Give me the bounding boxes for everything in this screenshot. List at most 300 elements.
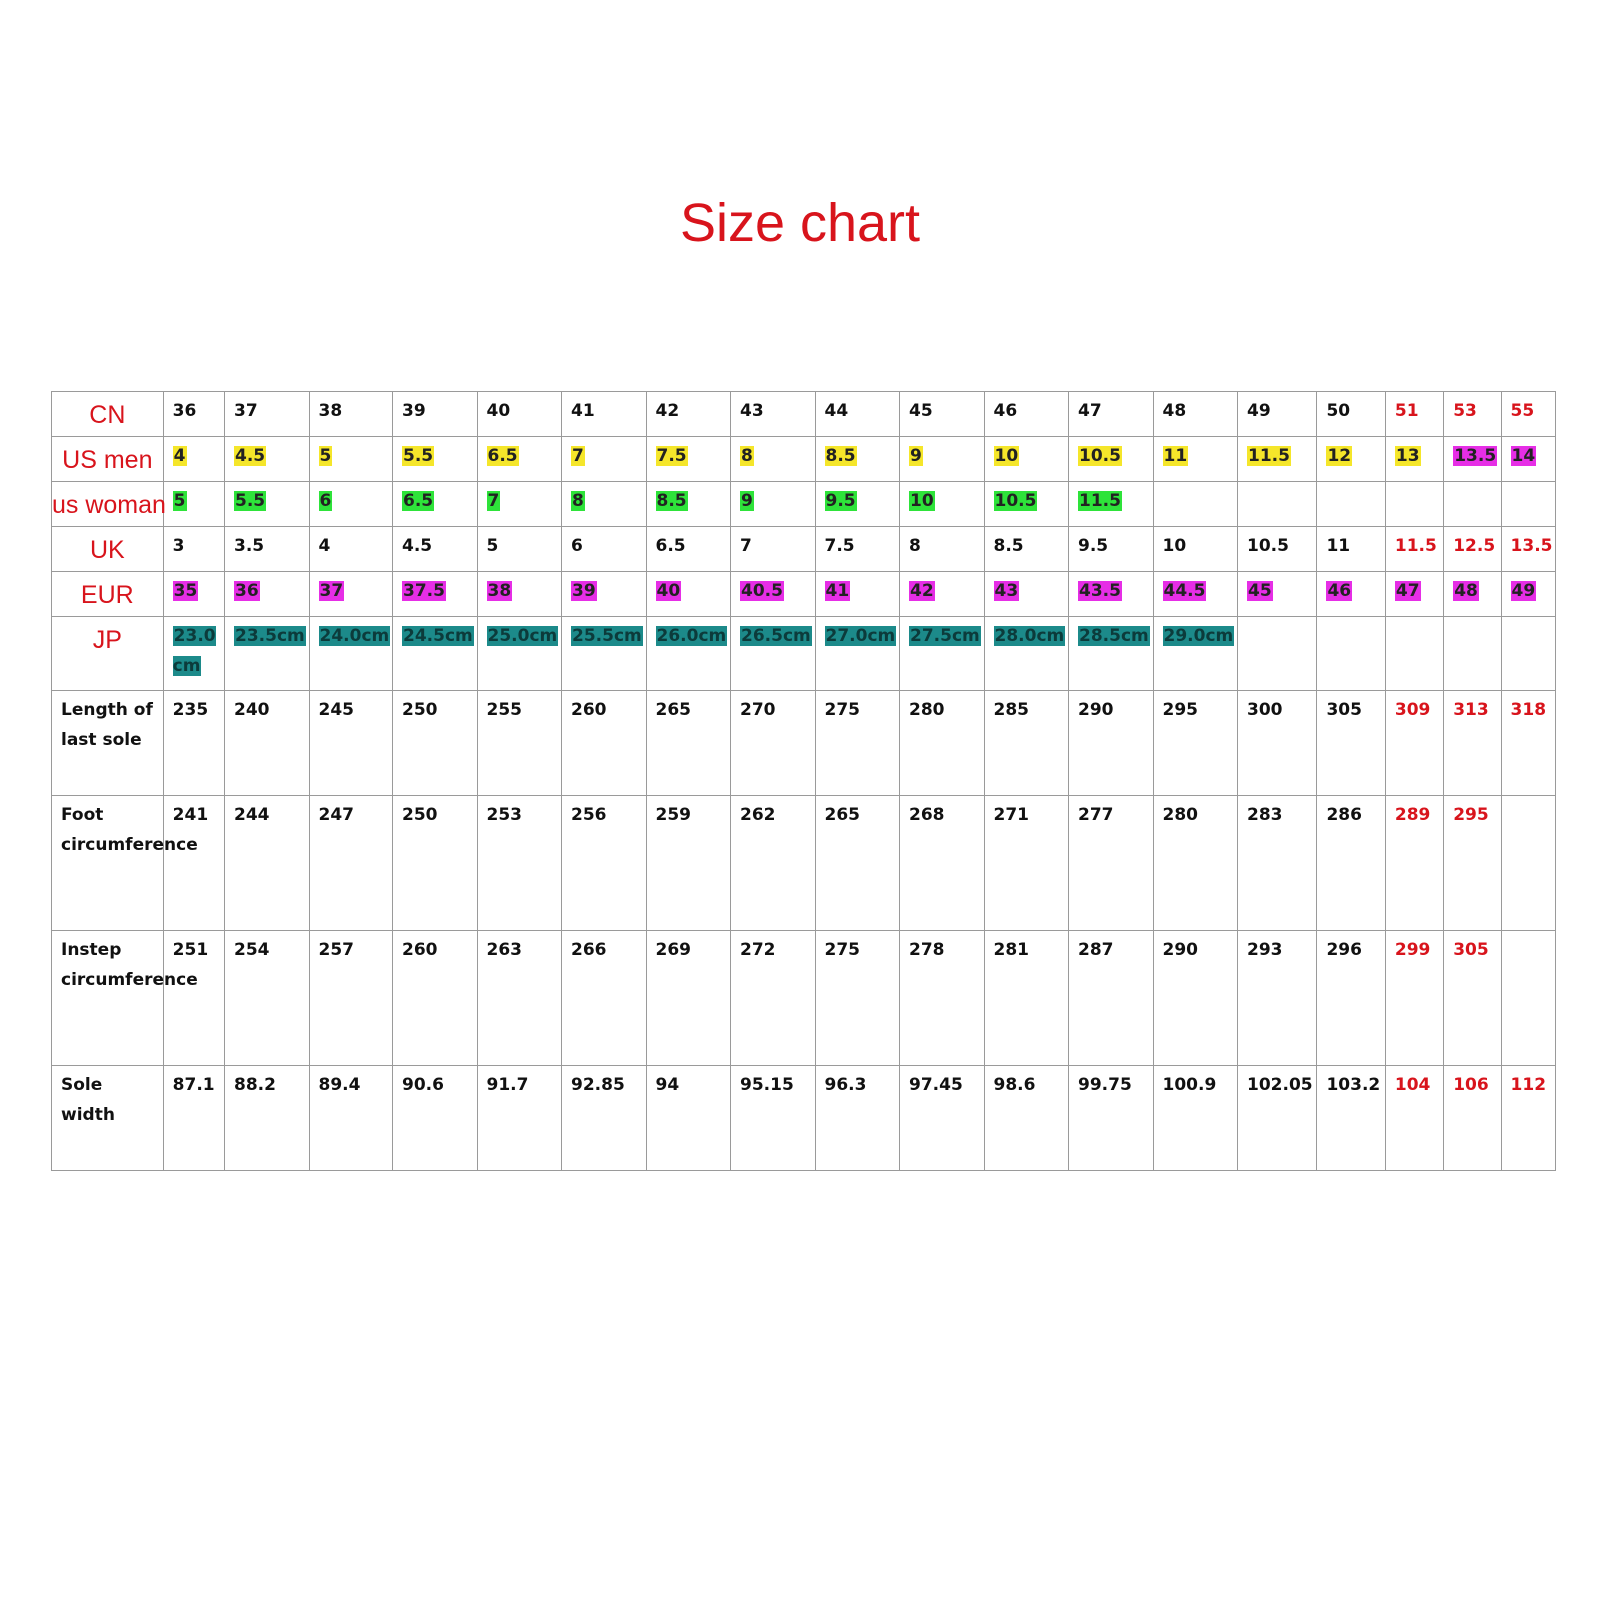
cell-uk-3 — [309, 527, 392, 572]
cell-value: 277 — [1078, 805, 1114, 825]
cell-value: 13.5 — [1454, 446, 1497, 466]
row-sole-width — [52, 1066, 1556, 1171]
cell-value: 10 — [1162, 536, 1187, 556]
cell-value: 296 — [1326, 940, 1362, 960]
row-foot-circumference — [52, 796, 1556, 931]
cell-us-woman-9 — [815, 482, 900, 527]
cell-value: 39 — [572, 581, 596, 601]
cell-us-men-13 — [1153, 437, 1238, 482]
cell-value: 99.75 — [1078, 1075, 1132, 1095]
cell-value: 87.1 — [172, 1075, 215, 1095]
cell-value: 6.5 — [487, 446, 518, 466]
cell-value: 241 — [172, 805, 209, 825]
cell-foot-circumference-4 — [393, 796, 478, 931]
cell-value: 11.5 — [1079, 491, 1121, 511]
row-cn — [52, 392, 1556, 437]
cell-uk-18 — [1501, 527, 1555, 572]
cell-value: 24.0cm — [319, 626, 390, 646]
cell-value: 14 — [1511, 446, 1536, 466]
cell-us-woman-11 — [984, 482, 1069, 527]
cell-foot-circumference-1 — [163, 796, 224, 931]
cell-eur-3 — [309, 572, 392, 617]
cell-value: 37 — [319, 581, 344, 601]
row-label-length-of-last-sole: Length of last sole — [52, 691, 164, 796]
cell-value: 38 — [487, 581, 512, 601]
cell-value: 36 — [235, 581, 259, 601]
cell-cn-6 — [562, 392, 647, 437]
cell-uk-14 — [1238, 527, 1317, 572]
cell-value: 3 — [172, 536, 185, 556]
cell-value: 3.5 — [234, 536, 265, 556]
cell-value: 112 — [1510, 1075, 1547, 1095]
cell-value: 92.85 — [571, 1075, 625, 1095]
cell-length-of-last-sole-9 — [815, 691, 900, 796]
cell-eur-13 — [1153, 572, 1238, 617]
cell-value: 96.3 — [824, 1075, 867, 1095]
cell-value: 299 — [1394, 940, 1431, 960]
cell-value: 43.5 — [1079, 581, 1121, 601]
cell-uk-5 — [477, 527, 562, 572]
cell-instep-circumference-2 — [225, 931, 310, 1066]
cell-jp-1 — [163, 617, 224, 691]
cell-sole-width-6 — [562, 1066, 647, 1171]
cell-us-woman-17 — [1444, 482, 1501, 527]
cell-cn-16 — [1385, 392, 1443, 437]
cell-value: 55 — [1510, 401, 1535, 421]
cell-value: 26.0cm — [656, 626, 727, 646]
cell-sole-width-18 — [1501, 1066, 1555, 1171]
cell-us-woman-3 — [309, 482, 392, 527]
cell-jp-3 — [309, 617, 392, 691]
cell-value: 12 — [1327, 446, 1352, 466]
cell-eur-7 — [646, 572, 731, 617]
cell-foot-circumference-7 — [646, 796, 731, 931]
cell-value: 106 — [1453, 1075, 1489, 1095]
cell-value: 25.5cm — [572, 626, 642, 646]
cell-jp-12 — [1069, 617, 1154, 691]
cell-value: 38 — [318, 401, 343, 421]
cell-value: 49 — [1511, 581, 1536, 601]
cell-sole-width-11 — [984, 1066, 1069, 1171]
cell-value: 250 — [402, 700, 438, 720]
cell-length-of-last-sole-14 — [1238, 691, 1317, 796]
cell-instep-circumference-16 — [1385, 931, 1443, 1066]
cell-value: 6.5 — [655, 536, 686, 556]
cell-jp-10 — [900, 617, 985, 691]
cell-value: 293 — [1247, 940, 1283, 960]
cell-cn-1 — [163, 392, 224, 437]
cell-value: 94 — [655, 1075, 680, 1095]
cell-foot-circumference-17 — [1444, 796, 1501, 931]
row-label-uk: UK — [52, 527, 164, 572]
cell-sole-width-12 — [1069, 1066, 1154, 1171]
cell-jp-18 — [1501, 617, 1555, 691]
cell-sole-width-13 — [1153, 1066, 1238, 1171]
cell-us-men-12 — [1069, 437, 1154, 482]
cell-cn-17 — [1444, 392, 1501, 437]
cell-value: 285 — [993, 700, 1029, 720]
cell-us-woman-8 — [731, 482, 816, 527]
cell-value: 10.5 — [1079, 446, 1121, 466]
cell-value: 244 — [234, 805, 270, 825]
cell-eur-14 — [1238, 572, 1317, 617]
size-chart-table — [51, 391, 1556, 1171]
cell-uk-8 — [731, 527, 816, 572]
cell-jp-8 — [731, 617, 816, 691]
cell-value: 5 — [173, 491, 186, 511]
cell-jp-14 — [1238, 617, 1317, 691]
cell-uk-1 — [163, 527, 224, 572]
cell-us-men-10 — [900, 437, 985, 482]
cell-value: 40.5 — [741, 581, 783, 601]
cell-value: 240 — [234, 700, 270, 720]
cell-value: 98.6 — [993, 1075, 1036, 1095]
cell-instep-circumference-7 — [646, 931, 731, 1066]
cell-uk-9 — [815, 527, 900, 572]
cell-instep-circumference-14 — [1238, 931, 1317, 1066]
cell-value: 289 — [1394, 805, 1431, 825]
cell-value: 49 — [1247, 401, 1271, 421]
cell-value: 253 — [486, 805, 522, 825]
cell-value: 5.5 — [403, 446, 434, 466]
cell-instep-circumference-18 — [1501, 931, 1555, 1066]
cell-cn-18 — [1501, 392, 1555, 437]
cell-instep-circumference-9 — [815, 931, 900, 1066]
cell-value: 48 — [1454, 581, 1478, 601]
cell-value: 295 — [1453, 805, 1489, 825]
cell-value: 46 — [1327, 581, 1352, 601]
cell-us-men-14 — [1238, 437, 1317, 482]
cell-jp-6 — [562, 617, 647, 691]
cell-instep-circumference-4 — [393, 931, 478, 1066]
cell-value: 37.5 — [403, 581, 445, 601]
cell-value: 51 — [1394, 401, 1419, 421]
row-label-us-men: US men — [52, 437, 164, 482]
cell-length-of-last-sole-2 — [225, 691, 310, 796]
cell-length-of-last-sole-3 — [309, 691, 392, 796]
cell-length-of-last-sole-8 — [731, 691, 816, 796]
page-title: Size chart — [679, 193, 921, 253]
cell-value: 8 — [572, 491, 584, 511]
cell-value: 45 — [909, 401, 933, 421]
cell-eur-16 — [1385, 572, 1443, 617]
cell-value: 53 — [1453, 401, 1477, 421]
cell-value: 39 — [402, 401, 426, 421]
cell-value: 47 — [1078, 401, 1102, 421]
cell-instep-circumference-8 — [731, 931, 816, 1066]
cell-instep-circumference-5 — [477, 931, 562, 1066]
cell-value: 7 — [572, 446, 584, 466]
cell-value: 13 — [1395, 446, 1420, 466]
row-us-men — [52, 437, 1556, 482]
cell-value: 13.5 — [1510, 536, 1553, 556]
cell-uk-13 — [1153, 527, 1238, 572]
cell-value: 102.05 — [1247, 1075, 1313, 1095]
cell-value: 11.5 — [1394, 536, 1437, 556]
cell-us-men-4 — [393, 437, 478, 482]
cell-value: 8.5 — [656, 491, 687, 511]
cell-us-men-17 — [1444, 437, 1501, 482]
cell-eur-10 — [900, 572, 985, 617]
cell-value: 29.0cm — [1163, 626, 1234, 646]
cell-us-woman-4 — [393, 482, 478, 527]
cell-value: 265 — [824, 805, 860, 825]
cell-us-woman-10 — [900, 482, 985, 527]
cell-value: 47 — [1395, 581, 1420, 601]
cell-cn-3 — [309, 392, 392, 437]
row-label-foot-circumference: Foot circumference — [52, 796, 164, 931]
cell-foot-circumference-16 — [1385, 796, 1443, 931]
cell-eur-5 — [477, 572, 562, 617]
row-label-eur: EUR — [52, 572, 164, 617]
cell-cn-11 — [984, 392, 1069, 437]
row-label-cn: CN — [52, 392, 164, 437]
row-length-of-last-sole — [52, 691, 1556, 796]
cell-value: 250 — [402, 805, 438, 825]
cell-uk-6 — [562, 527, 647, 572]
cell-length-of-last-sole-16 — [1385, 691, 1443, 796]
cell-cn-9 — [815, 392, 900, 437]
cell-value: 265 — [655, 700, 691, 720]
cell-instep-circumference-12 — [1069, 931, 1154, 1066]
cell-foot-circumference-18 — [1501, 796, 1555, 931]
cell-us-men-9 — [815, 437, 900, 482]
cell-eur-18 — [1501, 572, 1555, 617]
cell-value: 46 — [993, 401, 1018, 421]
cell-cn-4 — [393, 392, 478, 437]
cell-us-woman-18 — [1501, 482, 1555, 527]
cell-length-of-last-sole-18 — [1501, 691, 1555, 796]
cell-length-of-last-sole-4 — [393, 691, 478, 796]
cell-eur-12 — [1069, 572, 1154, 617]
cell-length-of-last-sole-15 — [1317, 691, 1385, 796]
cell-value: 35 — [173, 581, 198, 601]
cell-value: 45 — [1248, 581, 1272, 601]
cell-value: 36 — [172, 401, 197, 421]
cell-value: 27.5cm — [910, 626, 980, 646]
cell-value: 23.0 cm — [172, 626, 216, 676]
cell-length-of-last-sole-1 — [163, 691, 224, 796]
cell-us-woman-6 — [562, 482, 647, 527]
cell-value: 43 — [740, 401, 764, 421]
cell-instep-circumference-17 — [1444, 931, 1501, 1066]
row-us-woman — [52, 482, 1556, 527]
cell-value: 286 — [1326, 805, 1362, 825]
cell-value: 9.5 — [825, 491, 856, 511]
cell-value: 4.5 — [235, 446, 266, 466]
cell-value: 235 — [172, 700, 209, 720]
cell-value: 10 — [994, 446, 1019, 466]
cell-value: 257 — [318, 940, 355, 960]
cell-jp-11 — [984, 617, 1069, 691]
cell-instep-circumference-11 — [984, 931, 1069, 1066]
cell-sole-width-17 — [1444, 1066, 1501, 1171]
cell-eur-8 — [731, 572, 816, 617]
cell-value: 290 — [1162, 940, 1198, 960]
cell-sole-width-15 — [1317, 1066, 1385, 1171]
cell-foot-circumference-14 — [1238, 796, 1317, 931]
cell-uk-2 — [225, 527, 310, 572]
cell-value: 287 — [1078, 940, 1114, 960]
cell-us-men-1 — [163, 437, 224, 482]
cell-foot-circumference-6 — [562, 796, 647, 931]
cell-value: 283 — [1247, 805, 1283, 825]
cell-sole-width-2 — [225, 1066, 310, 1171]
cell-us-woman-7 — [646, 482, 731, 527]
cell-cn-5 — [477, 392, 562, 437]
cell-us-men-3 — [309, 437, 392, 482]
row-label-instep-circumference: Instep circumference — [52, 931, 164, 1066]
cell-value: 7 — [740, 536, 752, 556]
cell-eur-17 — [1444, 572, 1501, 617]
cell-value: 89.4 — [318, 1075, 361, 1095]
cell-value: 5.5 — [235, 491, 266, 511]
cell-value: 4 — [173, 446, 186, 466]
cell-us-woman-12 — [1069, 482, 1154, 527]
cell-value: 260 — [571, 700, 607, 720]
cell-foot-circumference-10 — [900, 796, 985, 931]
cell-instep-circumference-1 — [163, 931, 224, 1066]
cell-uk-16 — [1385, 527, 1443, 572]
cell-value: 9.5 — [1078, 536, 1109, 556]
cell-value: 5 — [319, 446, 332, 466]
cell-value: 104 — [1394, 1075, 1431, 1095]
cell-value: 10.5 — [1247, 536, 1289, 556]
cell-us-men-18 — [1501, 437, 1555, 482]
cell-value: 256 — [571, 805, 607, 825]
cell-value: 40 — [656, 581, 681, 601]
cell-value: 24.5cm — [403, 626, 473, 646]
cell-eur-1 — [163, 572, 224, 617]
cell-value: 43 — [994, 581, 1019, 601]
cell-jp-7 — [646, 617, 731, 691]
cell-value: 103.2 — [1326, 1075, 1381, 1095]
cell-value: 263 — [486, 940, 522, 960]
cell-us-men-15 — [1317, 437, 1385, 482]
cell-us-woman-13 — [1153, 482, 1238, 527]
cell-value: 280 — [1162, 805, 1198, 825]
cell-value: 278 — [909, 940, 945, 960]
row-eur — [52, 572, 1556, 617]
cell-value: 8.5 — [993, 536, 1024, 556]
cell-eur-4 — [393, 572, 478, 617]
cell-value: 42 — [655, 401, 680, 421]
cell-value: 254 — [234, 940, 270, 960]
cell-value: 247 — [318, 805, 355, 825]
cell-value: 97.45 — [909, 1075, 963, 1095]
row-instep-circumference — [52, 931, 1556, 1066]
cell-us-woman-1 — [163, 482, 224, 527]
row-label-jp: JP — [52, 617, 164, 691]
cell-sole-width-7 — [646, 1066, 731, 1171]
cell-value: 11 — [1326, 536, 1351, 556]
cell-value: 40 — [486, 401, 511, 421]
cell-us-men-7 — [646, 437, 731, 482]
cell-value: 6.5 — [403, 491, 434, 511]
cell-us-men-2 — [225, 437, 310, 482]
cell-value: 88.2 — [234, 1075, 276, 1095]
cell-eur-11 — [984, 572, 1069, 617]
cell-value: 25.0cm — [487, 626, 558, 646]
cell-length-of-last-sole-6 — [562, 691, 647, 796]
cell-value: 245 — [318, 700, 355, 720]
cell-value: 275 — [824, 700, 860, 720]
cell-value: 42 — [910, 581, 934, 601]
cell-sole-width-1 — [163, 1066, 224, 1171]
cell-value: 26.5cm — [741, 626, 811, 646]
cell-uk-4 — [393, 527, 478, 572]
cell-value: 251 — [172, 940, 209, 960]
cell-value: 27.0cm — [825, 626, 896, 646]
cell-value: 4.5 — [402, 536, 433, 556]
cell-foot-circumference-2 — [225, 796, 310, 931]
cell-foot-circumference-3 — [309, 796, 392, 931]
cell-instep-circumference-15 — [1317, 931, 1385, 1066]
cell-foot-circumference-12 — [1069, 796, 1154, 931]
cell-us-woman-14 — [1238, 482, 1317, 527]
cell-value: 318 — [1510, 700, 1547, 720]
cell-instep-circumference-3 — [309, 931, 392, 1066]
cell-foot-circumference-11 — [984, 796, 1069, 931]
cell-value: 269 — [655, 940, 691, 960]
cell-sole-width-3 — [309, 1066, 392, 1171]
cell-length-of-last-sole-10 — [900, 691, 985, 796]
cell-sole-width-8 — [731, 1066, 816, 1171]
cell-value: 313 — [1453, 700, 1489, 720]
cell-jp-4 — [393, 617, 478, 691]
cell-jp-13 — [1153, 617, 1238, 691]
cell-sole-width-4 — [393, 1066, 478, 1171]
cell-jp-5 — [477, 617, 562, 691]
cell-value: 271 — [993, 805, 1029, 825]
cell-eur-15 — [1317, 572, 1385, 617]
cell-uk-12 — [1069, 527, 1154, 572]
cell-value: 268 — [909, 805, 945, 825]
cell-cn-12 — [1069, 392, 1154, 437]
cell-length-of-last-sole-17 — [1444, 691, 1501, 796]
cell-cn-10 — [900, 392, 985, 437]
cell-jp-15 — [1317, 617, 1385, 691]
cell-value: 309 — [1394, 700, 1431, 720]
cell-value: 28.0cm — [994, 626, 1065, 646]
cell-value: 305 — [1326, 700, 1362, 720]
cell-sole-width-5 — [477, 1066, 562, 1171]
cell-jp-9 — [815, 617, 900, 691]
cell-sole-width-16 — [1385, 1066, 1443, 1171]
cell-us-men-11 — [984, 437, 1069, 482]
cell-value: 295 — [1162, 700, 1198, 720]
cell-value: 6 — [319, 491, 332, 511]
cell-value: 8 — [909, 536, 921, 556]
cell-uk-10 — [900, 527, 985, 572]
cell-us-woman-5 — [477, 482, 562, 527]
cell-value: 6 — [571, 536, 583, 556]
cell-jp-17 — [1444, 617, 1501, 691]
cell-us-men-5 — [477, 437, 562, 482]
cell-value: 280 — [909, 700, 945, 720]
cell-cn-13 — [1153, 392, 1238, 437]
cell-value: 23.5cm — [235, 626, 305, 646]
cell-foot-circumference-8 — [731, 796, 816, 931]
cell-cn-7 — [646, 392, 731, 437]
cell-value: 50 — [1326, 401, 1351, 421]
cell-value: 12.5 — [1453, 536, 1496, 556]
cell-value: 270 — [740, 700, 776, 720]
cell-value: 7 — [487, 491, 500, 511]
cell-value: 95.15 — [740, 1075, 794, 1095]
cell-instep-circumference-10 — [900, 931, 985, 1066]
cell-value: 290 — [1078, 700, 1114, 720]
